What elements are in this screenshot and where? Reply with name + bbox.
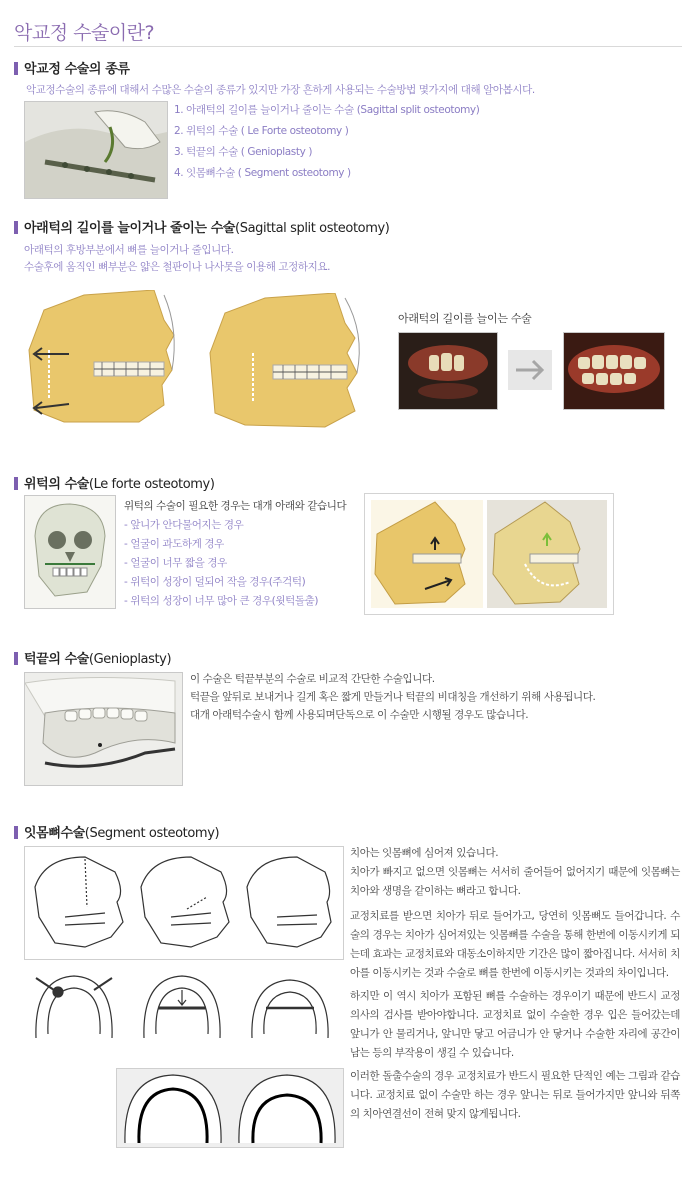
section-sagittal-title-en: (Sagittal split osteotomy) — [235, 221, 390, 236]
list-item: - 얼굴이 너무 짧을 경우 — [124, 557, 227, 569]
section-segment-title-en: (Segment osteotomy) — [84, 826, 220, 841]
paragraph: 하지만 이 역시 치아가 포함된 뼈를 수술하는 경우이기 때문에 반드시 교정의사의 검사를 받아야합니다. 교정치료 없이 수술한 경우 입은 들어갔는데 앞니가 안 물리거나, 앞니만 닿고 어금니가 안 닿거나 수술한 자리에 공간이 남는 등의 부작용이 생길 수 있습니다. — [350, 990, 680, 1059]
section-genioplasty-heading — [14, 648, 171, 667]
list-item: - 앞니가 안다물어지는 경우 — [124, 519, 244, 531]
text-line: 이 수술은 턱끝부분의 수술로 비교적 간단한 수술입니다. — [190, 673, 435, 685]
paragraph: 치아는 잇몸뼈에 심어져 있습니다. 치아가 빠지고 없으면 잇몸뼈는 서서히 줄어들어 없어지기 때문에 잇몸뼈는 치아와 생명을 같이하는 뼈라고 합니다. — [350, 847, 680, 897]
text-line: 대개 아래턱수술시 함께 사용되며단독으로 이 수술만 시행될 경우도 많습니다. — [190, 709, 529, 721]
text-line: 수술후에 움직인 뼈부분은 얇은 철판이나 나사못을 이용해 고정하지요. — [24, 261, 331, 273]
list-item: 4. 잇몸뼈수술 ( Segment osteotomy ) — [174, 167, 351, 179]
arch-with-orthodontics — [239, 1075, 335, 1143]
teeth-after-photo — [563, 332, 665, 410]
title-divider — [14, 46, 682, 47]
section-sagittal-heading — [14, 217, 389, 236]
face-sketch-1 — [35, 857, 123, 947]
segment-arch-sketches — [24, 968, 342, 1048]
list-item: 3. 턱끝의 수술 ( Genioplasty ) — [174, 146, 313, 158]
heading-bar-icon — [14, 826, 18, 839]
section-types-heading — [14, 58, 130, 77]
leforte-diagram-after — [487, 500, 607, 608]
list-item: - 위턱의 성장이 너무 많아 큰 경우(윗턱돌출) — [124, 595, 319, 607]
face-sketch-3 — [247, 857, 331, 947]
teeth-before-photo — [398, 332, 498, 410]
segment-face-sketches — [24, 846, 344, 960]
section-segment-title: 잇몸뼈수술 — [24, 826, 85, 841]
page-title: 악교정 수술이란? — [14, 22, 155, 44]
text-line: 위턱의 수술이 필요한 경우는 대개 아래와 같습니다 — [124, 500, 347, 512]
list-item: - 얼굴이 과도하게 경우 — [124, 538, 224, 550]
paragraph: 교정치료를 받으면 치아가 뒤로 들어가고, 당연히 잇몸뼈도 들어갑니다. 수술의 경우는 치아가 심어져있는 잇몸뼈를 수술을 통해 한번에 이동시키게 되는데 효과는 교정치료와 대동소이하지만 기간은 많이 짧아집니다. 서서히 치아를 이동시키는 것과 수술로 뼈를 한번에 이동시키는 것과의 차이입니다. — [350, 910, 680, 979]
leforte-diagram-before — [371, 500, 483, 608]
genioplasty-text — [190, 670, 596, 724]
leforte-diagram-box — [364, 493, 614, 615]
arch-without-orthodontics — [125, 1075, 221, 1143]
sagittal-diagram-before — [24, 290, 192, 428]
surgery-type-list — [174, 100, 479, 184]
section-genioplasty-title: 턱끝의 수술 — [24, 652, 89, 667]
dental-arch-3 — [252, 980, 328, 1038]
heading-bar-icon — [14, 652, 18, 665]
dental-arch-1 — [36, 976, 112, 1038]
section-genioplasty-title-en: (Genioplasty) — [88, 652, 172, 667]
arrow-right-icon — [508, 350, 552, 390]
leforte-text — [124, 497, 346, 611]
heading-bar-icon — [14, 221, 18, 234]
face-sketch-2 — [141, 857, 229, 947]
mandible-photo — [24, 672, 183, 786]
section-sagittal-title: 아래턱의 길이를 늘이거나 줄이는 수술 — [24, 221, 236, 236]
paragraph: 이러한 돌출수술의 경우 교정치료가 반드시 필요한 단적인 예는 그림과 같습니다. 교정치료 없이 수술만 하는 경우 앞니는 뒤로 들어가지만 앞니와 뒤쪽의 치아연결선이 전혀 맞지 않게됩니다. — [350, 1070, 680, 1120]
dental-arch-2 — [144, 976, 220, 1038]
teeth-photo-caption: 아래턱의 길이를 늘이는 수술 — [398, 312, 532, 325]
heading-bar-icon — [14, 62, 18, 75]
jaw-plate-photo — [24, 101, 168, 199]
section-leforte-title-en: (Le forte osteotomy) — [88, 477, 215, 492]
list-item: - 위턱이 성장이 덜되어 작을 경우(주걱턱) — [124, 576, 306, 588]
section-types-intro: 악교정수술의 종류에 대해서 수많은 수술의 종류가 있지만 가장 흔하게 사용되는 수술방법 몇가지에 대해 알아봅시다. — [26, 84, 535, 96]
section-sagittal-text — [24, 242, 330, 276]
list-item: 1. 아래턱의 길이를 늘이거나 줄이는 수술 (Sagittal split osteotomy) — [174, 104, 480, 116]
heading-bar-icon — [14, 477, 18, 490]
sagittal-diagram-after — [205, 293, 377, 431]
text-line: 아래턱의 후방부분에서 뼈를 늘이거나 줄입니다. — [24, 244, 234, 256]
section-types-title: 악교정 수술의 종류 — [24, 62, 130, 77]
section-segment-heading — [14, 822, 219, 841]
section-leforte-heading — [14, 473, 215, 492]
arch-comparison-diagram — [116, 1068, 344, 1148]
skull-photo — [24, 495, 116, 609]
section-leforte-title: 위턱의 수술 — [24, 477, 89, 492]
text-line: 턱끝을 앞뒤로 보내거나 길게 혹은 짧게 만들거나 턱끝의 비대칭을 개선하기 위해 사용됩니다. — [190, 691, 596, 703]
segment-text — [350, 844, 680, 1124]
list-item: 2. 위턱의 수술 ( Le Forte osteotomy ) — [174, 125, 349, 137]
